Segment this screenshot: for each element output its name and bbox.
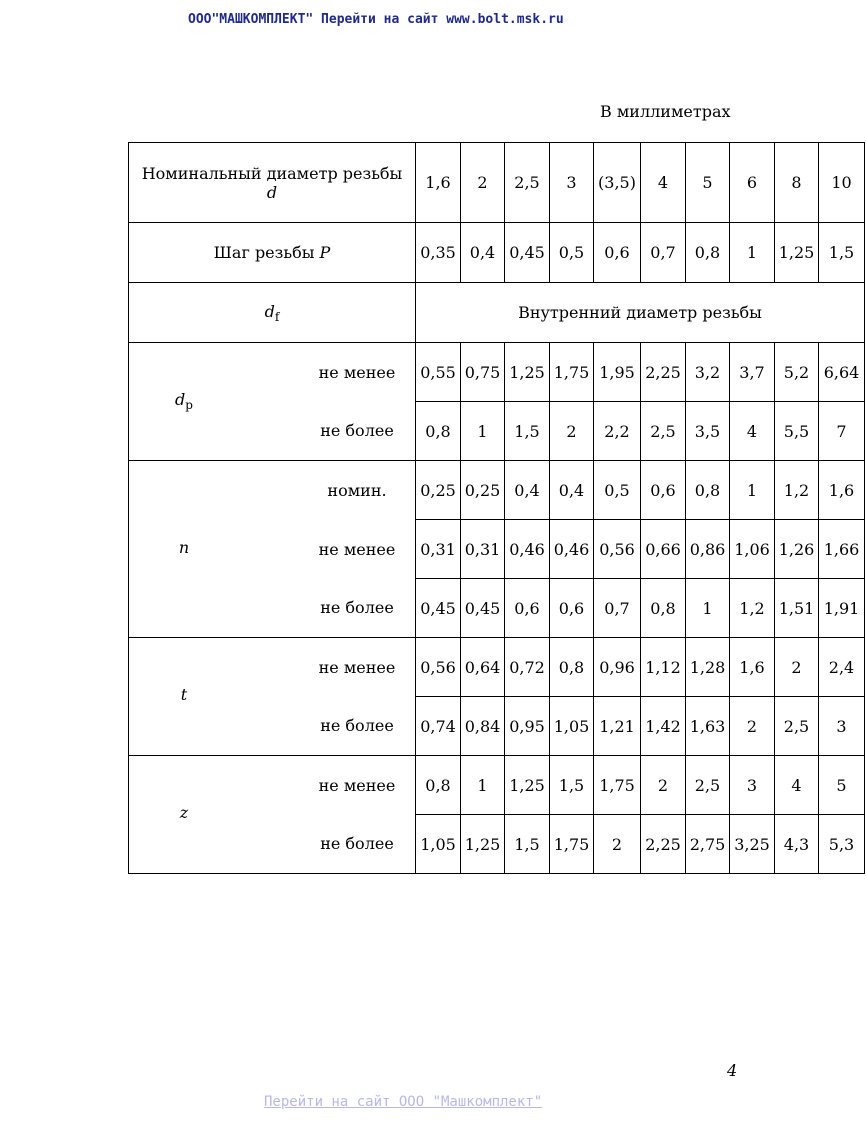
n-max-cell: 0,45 xyxy=(461,579,505,638)
n-max-header xyxy=(129,579,416,638)
n-nom-cell: 0,8 xyxy=(686,461,730,520)
diameter-header xyxy=(129,143,416,223)
row-df xyxy=(129,283,865,343)
n-max-cell: 0,6 xyxy=(505,579,550,638)
pitch-cell: 0,5 xyxy=(550,223,594,283)
z-max-cell: 1,75 xyxy=(550,815,594,874)
dp-min-header xyxy=(129,343,416,412)
n-min-cell: 0,31 xyxy=(416,520,461,579)
row-z-min xyxy=(129,756,865,815)
z-min-label: не менее xyxy=(318,775,396,795)
dp-max-cell: 1 xyxy=(461,402,505,461)
z-min-cell: 4 xyxy=(775,756,819,815)
n-nom-cell: 0,5 xyxy=(594,461,641,520)
n-max-cell: 1,51 xyxy=(775,579,819,638)
z-min-cell: 0,8 xyxy=(416,756,461,815)
t-max-cell: 0,95 xyxy=(505,697,550,756)
n-min-cell: 0,86 xyxy=(686,520,730,579)
z-symbol: z xyxy=(179,803,189,822)
diameter-cell: 10 xyxy=(819,143,865,223)
pitch-cell: 0,6 xyxy=(594,223,641,283)
t-max-cell: 0,74 xyxy=(416,697,461,756)
t-max-header xyxy=(129,697,416,756)
z-group-symbol xyxy=(129,803,239,822)
diameter-cell: 5 xyxy=(686,143,730,223)
t-max-cell: 1,21 xyxy=(594,697,641,756)
t-min-label: не менее xyxy=(318,657,396,677)
n-min-label: не менее xyxy=(318,539,396,559)
z-max-cell: 2,25 xyxy=(641,815,686,874)
n-nom-cell: 0,4 xyxy=(505,461,550,520)
n-max-label: не более xyxy=(320,598,394,618)
pitch-cell: 1 xyxy=(730,223,775,283)
t-max-label: не более xyxy=(320,716,394,736)
dp-min-cell: 0,75 xyxy=(461,343,505,402)
dp-min-cell: 3,2 xyxy=(686,343,730,402)
z-max-cell: 3,25 xyxy=(730,815,775,874)
row-n-nom xyxy=(129,461,865,520)
dp-max-cell: 0,8 xyxy=(416,402,461,461)
dp-symbol: d xyxy=(175,390,186,409)
dp-max-cell: 7 xyxy=(819,402,865,461)
n-group-symbol xyxy=(129,538,239,557)
dp-min-cell: 1,75 xyxy=(550,343,594,402)
n-nom-cell: 0,6 xyxy=(641,461,686,520)
n-nom-cell: 1,6 xyxy=(819,461,865,520)
pitch-cell: 0,45 xyxy=(505,223,550,283)
diameter-label: Номинальный диаметр резьбы xyxy=(141,163,403,183)
n-min-cell: 0,46 xyxy=(505,520,550,579)
z-min-cell: 1 xyxy=(461,756,505,815)
diameter-cell: 6 xyxy=(730,143,775,223)
t-max-cell: 1,63 xyxy=(686,697,730,756)
z-max-cell: 1,05 xyxy=(416,815,461,874)
diameter-cell: 4 xyxy=(641,143,686,223)
n-max-cell: 1,91 xyxy=(819,579,865,638)
pitch-cell: 0,7 xyxy=(641,223,686,283)
page-number: 4 xyxy=(727,1061,738,1080)
z-max-cell: 5,3 xyxy=(819,815,865,874)
z-min-cell: 5 xyxy=(819,756,865,815)
t-min-cell: 1,28 xyxy=(686,638,730,697)
row-dp-min xyxy=(129,343,865,402)
n-min-cell: 1,06 xyxy=(730,520,775,579)
dp-max-cell: 3,5 xyxy=(686,402,730,461)
dp-min-cell: 1,95 xyxy=(594,343,641,402)
z-max-cell: 2,75 xyxy=(686,815,730,874)
row-n-max xyxy=(129,579,865,638)
dp-max-cell: 1,5 xyxy=(505,402,550,461)
z-max-label: не более xyxy=(320,834,394,854)
pitch-cell: 0,8 xyxy=(686,223,730,283)
df-description: Внутренний диаметр резьбы xyxy=(416,283,865,343)
row-t-max xyxy=(129,697,865,756)
diameter-symbol: d xyxy=(266,182,278,202)
n-nom-cell: 0,25 xyxy=(461,461,505,520)
pitch-header xyxy=(129,223,416,283)
pitch-label: Шаг резьбы xyxy=(213,243,315,262)
diameter-cell: (3,5) xyxy=(594,143,641,223)
df-header xyxy=(129,283,416,343)
t-min-cell: 1,12 xyxy=(641,638,686,697)
z-min-cell: 1,5 xyxy=(550,756,594,815)
row-z-max xyxy=(129,815,865,874)
z-max-header xyxy=(129,815,416,874)
n-nom-cell: 0,4 xyxy=(550,461,594,520)
t-min-header xyxy=(129,638,416,704)
z-max-cell: 1,5 xyxy=(505,815,550,874)
t-max-cell: 0,84 xyxy=(461,697,505,756)
diameter-cell: 1,6 xyxy=(416,143,461,223)
diameter-cell: 3 xyxy=(550,143,594,223)
n-max-cell: 0,7 xyxy=(594,579,641,638)
t-min-cell: 0,72 xyxy=(505,638,550,697)
z-min-cell: 2 xyxy=(641,756,686,815)
t-max-cell: 1,42 xyxy=(641,697,686,756)
dp-min-label: не менее xyxy=(318,362,396,382)
dp-max-cell: 4 xyxy=(730,402,775,461)
dp-min-cell: 2,25 xyxy=(641,343,686,402)
row-t-min xyxy=(129,638,865,697)
n-max-cell: 1 xyxy=(686,579,730,638)
n-min-cell: 0,31 xyxy=(461,520,505,579)
z-min-cell: 1,25 xyxy=(505,756,550,815)
df-symbol: d xyxy=(264,301,275,321)
dp-subscript: p xyxy=(185,398,193,412)
n-min-cell: 1,66 xyxy=(819,520,865,579)
dp-max-label: не более xyxy=(320,421,394,441)
n-min-cell: 0,46 xyxy=(550,520,594,579)
n-nom-cell: 1 xyxy=(730,461,775,520)
t-min-cell: 1,6 xyxy=(730,638,775,697)
pitch-cell: 0,35 xyxy=(416,223,461,283)
t-max-cell: 1,05 xyxy=(550,697,594,756)
dp-min-cell: 3,7 xyxy=(730,343,775,402)
n-max-cell: 1,2 xyxy=(730,579,775,638)
diameter-cell: 2,5 xyxy=(505,143,550,223)
footer-site-link[interactable]: Перейти на сайт ООО "Машкомплект" xyxy=(264,1094,543,1110)
dp-min-cell: 6,64 xyxy=(819,343,865,402)
n-nom-cell: 0,25 xyxy=(416,461,461,520)
pitch-symbol: P xyxy=(319,243,331,262)
t-symbol: t xyxy=(180,685,188,704)
dp-group-symbol xyxy=(129,390,239,412)
header-site-link[interactable]: ООО"МАШКОМПЛЕКТ" Перейти на сайт www.bolt.msk.ru xyxy=(188,12,564,27)
pitch-cell: 1,25 xyxy=(775,223,819,283)
n-min-cell: 0,56 xyxy=(594,520,641,579)
t-max-cell: 2,5 xyxy=(775,697,819,756)
z-min-cell: 1,75 xyxy=(594,756,641,815)
diameter-cell: 2 xyxy=(461,143,505,223)
units-note: В миллиметрах xyxy=(600,102,731,121)
n-max-cell: 0,8 xyxy=(641,579,686,638)
dp-max-cell: 2,5 xyxy=(641,402,686,461)
spec-table xyxy=(128,142,865,874)
t-min-cell: 0,64 xyxy=(461,638,505,697)
pitch-cell: 1,5 xyxy=(819,223,865,283)
t-min-cell: 0,8 xyxy=(550,638,594,697)
z-max-cell: 1,25 xyxy=(461,815,505,874)
dp-max-cell: 2,2 xyxy=(594,402,641,461)
n-max-cell: 0,6 xyxy=(550,579,594,638)
t-group-symbol xyxy=(129,685,239,704)
z-max-cell: 4,3 xyxy=(775,815,819,874)
n-nom-label: номин. xyxy=(327,480,387,500)
t-max-cell: 3 xyxy=(819,697,865,756)
dp-max-cell: 2 xyxy=(550,402,594,461)
t-min-cell: 2 xyxy=(775,638,819,697)
n-min-cell: 0,66 xyxy=(641,520,686,579)
dp-min-cell: 0,55 xyxy=(416,343,461,402)
diameter-cell: 8 xyxy=(775,143,819,223)
dp-max-cell: 5,5 xyxy=(775,402,819,461)
t-min-cell: 2,4 xyxy=(819,638,865,697)
n-symbol: n xyxy=(178,537,190,557)
dp-min-cell: 5,2 xyxy=(775,343,819,402)
df-subscript: f xyxy=(274,309,280,324)
n-max-cell: 0,45 xyxy=(416,579,461,638)
t-min-cell: 0,56 xyxy=(416,638,461,697)
z-min-cell: 2,5 xyxy=(686,756,730,815)
t-min-cell: 0,96 xyxy=(594,638,641,697)
z-min-cell: 3 xyxy=(730,756,775,815)
z-min-header xyxy=(129,756,416,822)
dp-min-cell: 1,25 xyxy=(505,343,550,402)
n-min-cell: 1,26 xyxy=(775,520,819,579)
n-nom-cell: 1,2 xyxy=(775,461,819,520)
row-diameter xyxy=(129,143,865,223)
z-max-cell: 2 xyxy=(594,815,641,874)
row-pitch xyxy=(129,223,865,283)
t-max-cell: 2 xyxy=(730,697,775,756)
pitch-cell: 0,4 xyxy=(461,223,505,283)
